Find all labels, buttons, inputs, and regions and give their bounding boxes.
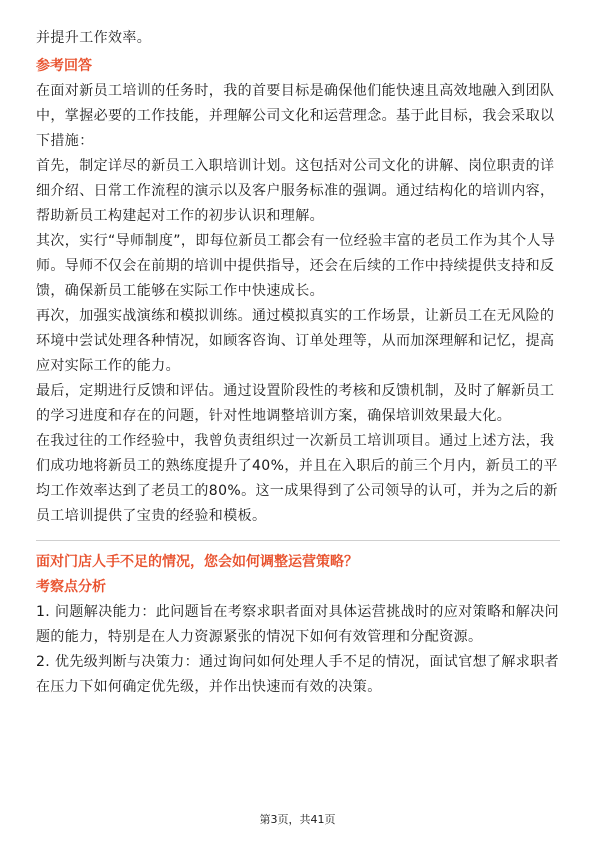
section-divider	[36, 540, 560, 541]
answer-paragraph: 再次，加强实战演练和模拟训练。通过模拟真实的工作场景，让新员工在无风险的环境中尝试处理各种情况，如顾客咨询、订单处理等，从而加深理解和记忆，提高应对实际工作的能力。	[36, 308, 555, 374]
page-content	[36, 26, 560, 700]
answer-paragraph: 在面对新员工培训的任务时，我的首要目标是确保他们能快速且高效地融入到团队中，掌握必要的工作技能，并理解公司文化和运营理念。基于此目标，我会采取以下措施：	[36, 83, 555, 149]
analysis-point: 1. 问题解决能力：此问题旨在考察求职者面对具体运营挑战时的应对策略和解决问题的能力，特别是在人力资源紧张的情况下如何有效管理和分配资源。	[36, 604, 560, 645]
answer-paragraph: 最后，定期进行反馈和评估。通过设置阶段性的考核和反馈机制，及时了解新员工的学习进度和存在的问题，针对性地调整培训方案，确保培训效果最大化。	[36, 383, 555, 424]
question-title: 面对门店人手不足的情况，您会如何调整运营策略？	[36, 554, 358, 570]
continued-text: 并提升工作效率。	[36, 30, 152, 46]
answer-paragraph: 其次，实行“导师制度”，即每位新员工都会有一位经验丰富的老员工作为其个人导师。导师不仅会在前期的培训中提供指导，还会在后续的工作中持续提供支持和反馈，确保新员工能够在实际工作中快速成长。	[36, 233, 556, 299]
answer-paragraph: 首先，制定详尽的新员工入职培训计划。这包括对公司文化的讲解、岗位职责的详细介绍、日常工作流程的演示以及客户服务标准的强调。通过结构化的培训内容，帮助新员工构建起对工作的初步认识和理解。	[36, 158, 555, 224]
analysis-point: 2. 优先级判断与决策力：通过询问如何处理人手不足的情况，面试官想了解求职者在压力下如何确定优先级，并作出快速而有效的决策。	[36, 654, 560, 695]
answer-heading: 参考回答	[36, 58, 92, 74]
page-number: 第3页，共41页	[259, 813, 336, 826]
analysis-heading: 考察点分析	[36, 579, 106, 595]
answer-paragraph: 在我过往的工作经验中，我曾负责组织过一次新员工培训项目。通过上述方法，我们成功地将新员工的熟练度提升了40%，并且在入职后的前三个月内，新员工的平均工作效率达到了老员工的80%。这一成果得到了公司领导的认可，并为之后的新员工培训提供了宝贵的经验和模板。	[36, 433, 558, 524]
